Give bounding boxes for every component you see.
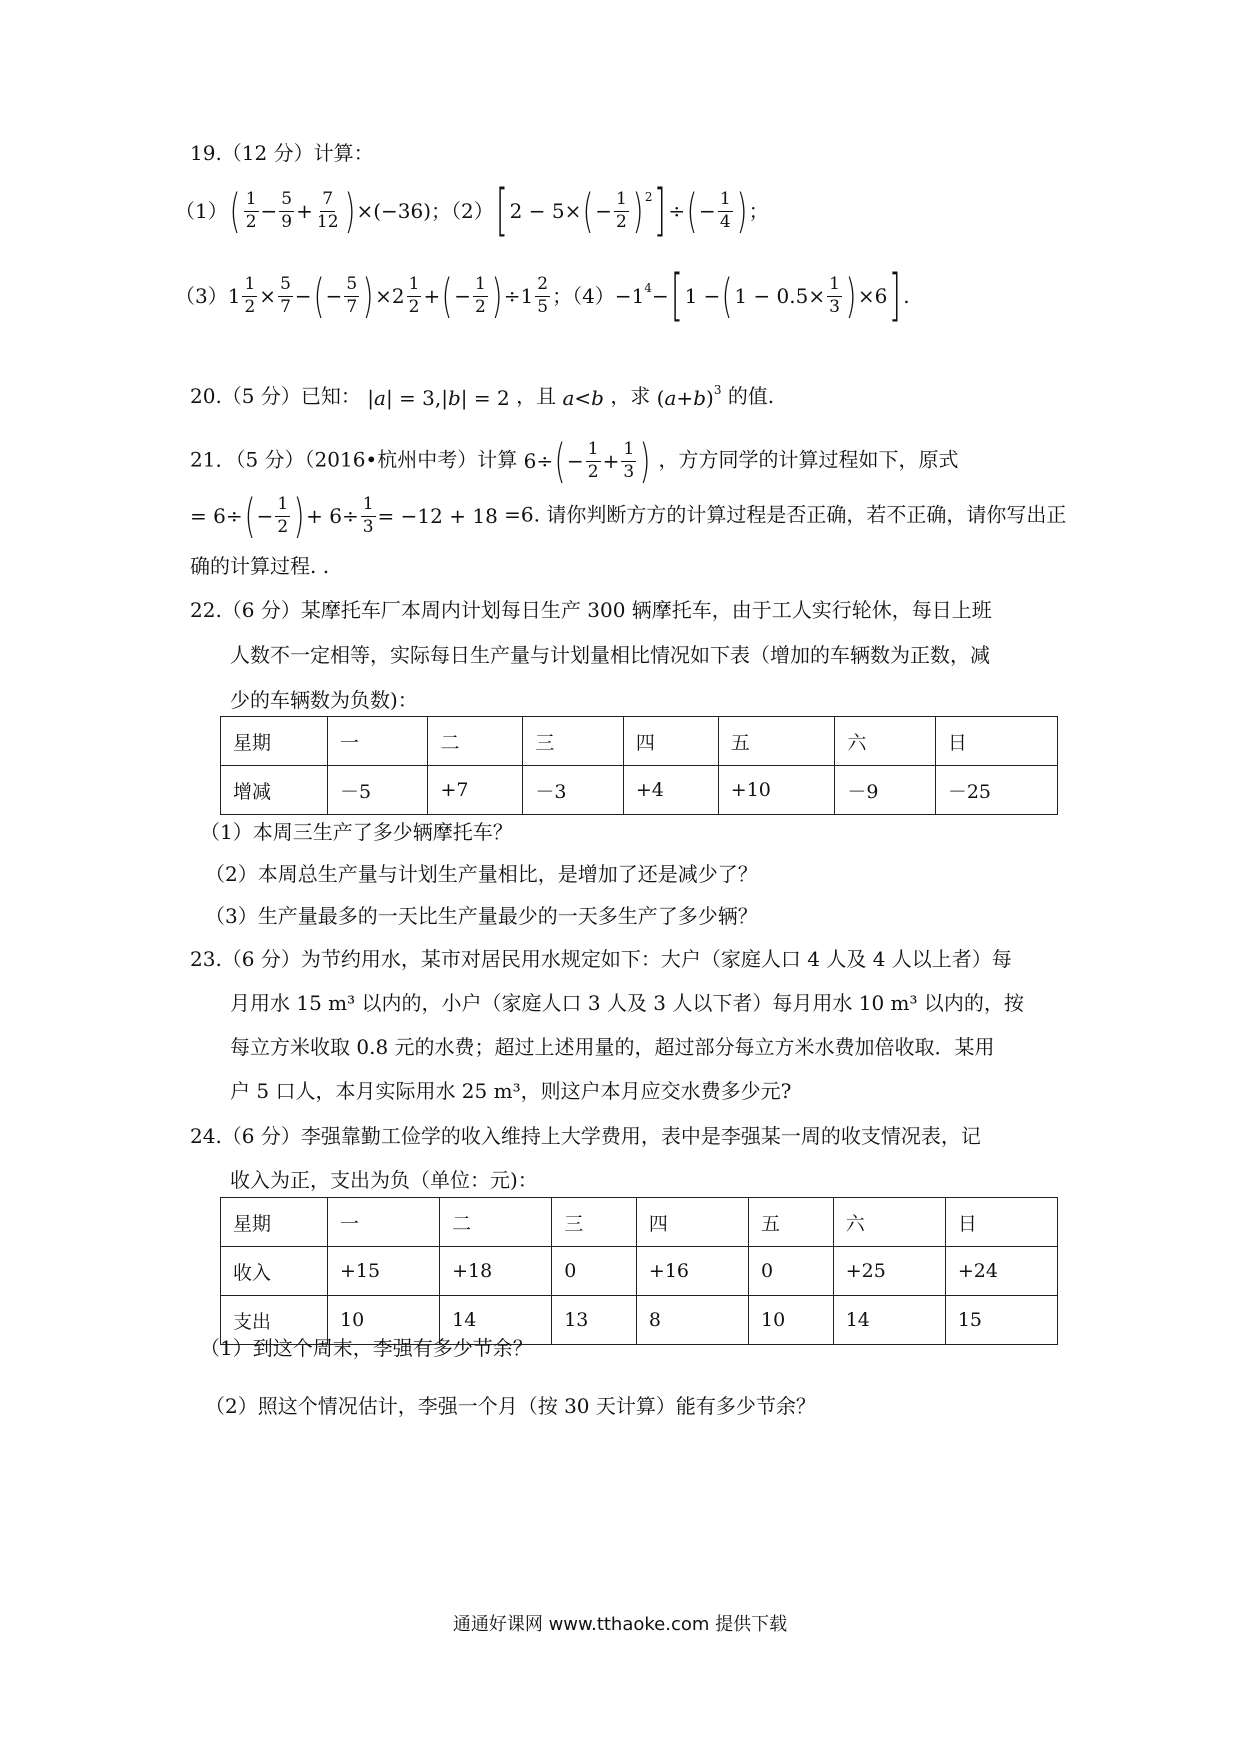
q22-line-3: 少的车辆数为负数)： <box>230 688 418 712</box>
table-cell: 14 <box>833 1296 945 1345</box>
q22-sub-3: （3）生产量最多的一天比生产量最少的一天多生产了多少辆？ <box>205 904 758 928</box>
table-cell: 收入 <box>221 1247 328 1296</box>
table-cell: 一 <box>328 717 428 766</box>
q20: 20.（5 分）已知： | a | = 3,| b | = 2 ，且 a < b ，求 ( a + b ) $^3$ 的值. <box>190 382 775 410</box>
table-cell: +25 <box>833 1247 945 1296</box>
table-cell: －5 <box>328 766 428 815</box>
table-cell: 星期 <box>221 1198 328 1247</box>
table-cell: 二 <box>428 717 523 766</box>
table-cell: +4 <box>623 766 718 815</box>
page-footer: 通通好课网 www.tthaoke.com 提供下载 <box>452 1614 788 1635</box>
table-cell: +10 <box>718 766 835 815</box>
q23-line-2: 月用水 15 m³ 以内的，小户（家庭人口 3 人及 3 人以下者）每月用水 10 m³ 以内的，按 <box>230 991 1024 1015</box>
table-cell: 日 <box>935 717 1057 766</box>
q22-line-2: 人数不一定相等，实际每日生产量与计划量相比情况如下表（增加的车辆数为正数，减 <box>230 643 990 667</box>
table-cell: 8 <box>636 1296 748 1345</box>
q23-line-4: 户 5 口人，本月实际用水 25 m³，则这户本月应交水费多少元? <box>230 1079 792 1103</box>
table-cell: 四 <box>636 1198 748 1247</box>
table-cell: 三 <box>523 717 623 766</box>
table-cell: －3 <box>523 766 623 815</box>
q24-line-2: 收入为正，支出为负（单位：元)： <box>230 1168 538 1192</box>
table-cell: 支出 <box>221 1296 328 1345</box>
q24-table-income-row <box>221 1247 1058 1296</box>
q24-table <box>220 1197 1058 1345</box>
q19-p2-label: ；（2） <box>431 199 494 223</box>
table-cell: 15 <box>945 1296 1057 1345</box>
q22-sub-2: （2）本周总生产量与计划生产量相比，是增加了还是减少了？ <box>205 862 758 886</box>
q24-sub-2: （2）照这个情况估计，李强一个月（按 30 天计算）能有多少节余？ <box>205 1394 816 1418</box>
q24-table-header-row <box>221 1198 1058 1247</box>
table-cell: 六 <box>835 717 935 766</box>
q21-line-1: 21．（5 分）（2016•杭州中考）计算 6÷ ( − $\frac{1}{2}$ + $\frac{1}{3}$ ) ，方方同学的计算过程如下，原式 <box>190 434 959 488</box>
table-cell: +16 <box>636 1247 748 1296</box>
table-cell: 14 <box>440 1296 552 1345</box>
q22-line-1: 22.（6 分）某摩托车厂本周内计划每日生产 300 辆摩托车，由于工人实行轮休，每日上班 <box>190 598 992 622</box>
table-cell: 增减 <box>221 766 328 815</box>
q24-line-1: 24.（6 分）李强靠勤工俭学的收入维持上大学费用，表中是李强某一周的收支情况表，记 <box>190 1124 981 1148</box>
table-cell: －9 <box>835 766 935 815</box>
q19-row-2: （3） 1 $\frac{1}{2}$ × $\frac{5}{7}$ − ( − $\frac{5}{7}$ ) × 2 $\frac{1}{2}$ + ( − $\frac{1}{2}$ ) ÷ 1 $\frac{2}{5}$ ；（4） −1 $^4$ − [ 1 − ( 1 − 0.5× $\frac{1}{3}$ ) ×6 ] . <box>175 263 910 328</box>
table-cell: 四 <box>623 717 718 766</box>
q19-header: 19.（12 分）计算： <box>190 141 374 165</box>
table-cell: 二 <box>440 1198 552 1247</box>
table-cell: －25 <box>935 766 1057 815</box>
q21-line-2: = 6÷ ( − $\frac{1}{2}$ ) + 6÷ $\frac{1}{3}$ = −12 + 18 =6. 请你判断方方的计算过程是否正确，若不正确，请你写出正 <box>190 489 1067 543</box>
table-cell: 星期 <box>221 717 328 766</box>
q23-line-1: 23.（6 分）为节约用水，某市对居民用水规定如下：大户（家庭人口 4 人及 4 人以上者）每 <box>190 947 1012 971</box>
table-cell: 六 <box>833 1198 945 1247</box>
table-cell: +15 <box>328 1247 440 1296</box>
table-cell: 13 <box>552 1296 637 1345</box>
table-cell: 10 <box>328 1296 440 1345</box>
q22-sub-1: （1）本周三生产了多少辆摩托车？ <box>200 820 513 844</box>
table-cell: +18 <box>440 1247 552 1296</box>
table-cell: +24 <box>945 1247 1057 1296</box>
table-cell: 五 <box>718 717 835 766</box>
table-cell: 五 <box>749 1198 834 1247</box>
q19-p3-label: （3） <box>175 284 228 308</box>
table-cell: +7 <box>428 766 523 815</box>
q24-sub-1: （1）到这个周末，李强有多少节余？ <box>200 1336 533 1360</box>
q21-line-3: 确的计算过程. . <box>190 554 330 578</box>
q19-p4-label: ；（4） <box>552 284 615 308</box>
table-cell: 三 <box>552 1198 637 1247</box>
q22-table <box>220 716 1058 815</box>
table-cell: 一 <box>328 1198 440 1247</box>
q19-row-1: （1） ( $\frac{1}{2}$ − $\frac{5}{9}$ + $\frac{7}{12}$ ) ×(−36) ；（2） [ 2 − 5× ( − $\frac{1}{2}$ ) $^2$ ] ÷ ( − $\frac{1}{4}$ ) ； <box>175 178 769 243</box>
q19-p1-label: （1） <box>175 199 228 223</box>
q23-line-3: 每立方米收取 0.8 元的水费；超过上述用量的，超过部分每立方米水费加倍收取．某用 <box>230 1035 995 1059</box>
q22-table-header-row <box>221 717 1058 766</box>
q22-table-change-row <box>221 766 1058 815</box>
table-cell: 0 <box>749 1247 834 1296</box>
table-cell: 日 <box>945 1198 1057 1247</box>
table-cell: 0 <box>552 1247 637 1296</box>
table-cell: 10 <box>749 1296 834 1345</box>
